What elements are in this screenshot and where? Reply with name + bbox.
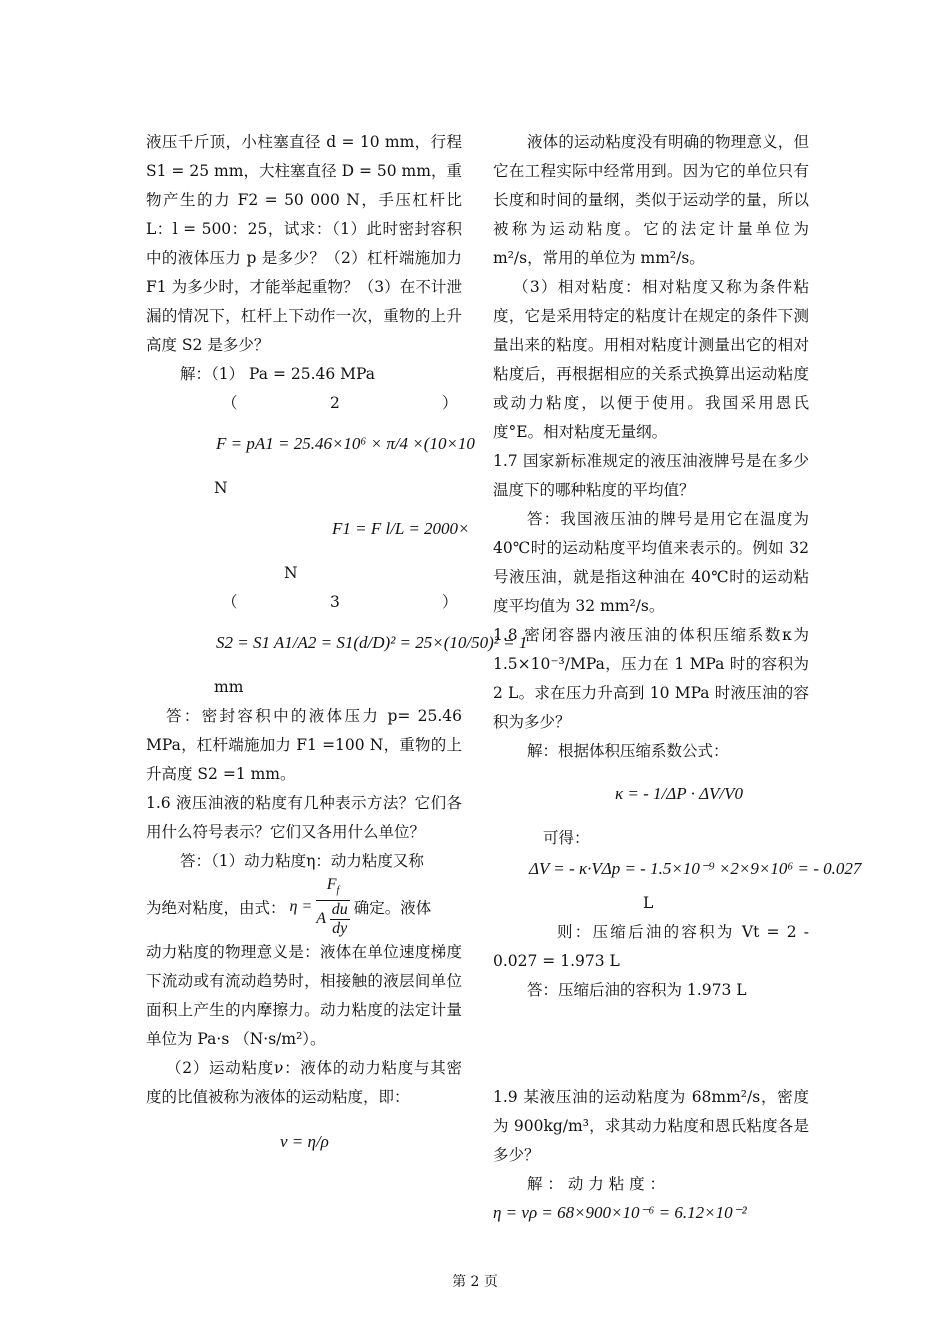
paren-line-2: （ 2 ） xyxy=(222,394,458,412)
answer-text: 答：密封容积中的液体压力 p= 25.46 MPa，杠杆端施加力 F1 =100 N，重物的上升高度 S2 =1 mm。 xyxy=(146,707,462,783)
kinematic-viscosity-text: 液体的运动粘度没有明确的物理意义，但它在工程实际中经常用到。因为它的单位只有长度和时间的量纲，类似于运动学的量，所以被称为运动粘度。它的法定计量单位为 m²/s，常用的单位为 mm²/s。 xyxy=(493,133,809,267)
question-1-9: 1.9 某液压油的运动粘度为 68mm²/s，密度为 900kg/m³，求其动力粘度和恩氏粘度各是多少？ xyxy=(493,1088,809,1164)
question-1-7: 1.7 国家新标准规定的液压油液牌号是在多少温度下的哪种粘度的平均值？ xyxy=(493,452,809,499)
unit-mm: mm xyxy=(214,678,244,696)
equation-eta-value: η = νρ = 68×900×10⁻⁶ = 6.12×10⁻² xyxy=(493,1203,747,1222)
equation-F1: F1 = F l/L = 2000× xyxy=(332,519,470,538)
equation-S2: S2 = S1 A1/A2 = S1(d/D)² = 25×(10/50)² = 1 xyxy=(216,633,528,652)
equation-F: F = pA1 = 25.46×10⁶ × π/4 ×(10×10 xyxy=(216,434,475,453)
question-1-8: 1.8 密闭容器内液压油的体积压缩系数κ为 1.5×10⁻³/MPa，压力在 1 MPa 时的容积为 2 L。求在压力升高到 10 MPa 时液压油的容积为多少？ xyxy=(493,626,809,731)
relative-viscosity-text: （3）相对粘度：相对粘度又称为条件粘度，它是采用特定的粘度计在规定的条件下测量出来的粘度。用相对粘度计测量出它的相对粘度后，再根据相应的关系式换算出运动粘度或动力粘度，以便于使用。我国采用恩氏度°E。相对粘度无量纲。 xyxy=(493,278,809,441)
formula-eta: η = $F_f$ A $\frac{du}{dy}$ xyxy=(289,875,348,938)
paren-line-3: （ 3 ） xyxy=(222,593,458,611)
problem-text: 液压千斤顶，小柱塞直径 d = 10 mm，行程 S1 = 25 mm，大柱塞直径 D = 50 mm，重物产生的力 F2 = 50 000 N，手压杠杆比 L：l = 500：25，试求：（1）此时密封容积中的液体压力 p 是多少？（2）杠杆端施加力 F1 为多少时，才能举起重物？（3）在不计泄漏的情况下，杠杆上下动作一次，重物的上升高度 S2 是多少？ xyxy=(146,133,462,354)
kede-text: 可得： xyxy=(543,829,590,847)
equation-kappa: κ = - 1/ΔP · ΔV/V0 xyxy=(615,784,744,803)
unit-L: L xyxy=(643,894,654,912)
equation-deltaV: ΔV = - κ·VΔp = - 1.5×10⁻⁹ ×2×9×10⁶ = - 0.027 xyxy=(529,859,862,878)
unit-N2: N xyxy=(284,564,298,582)
answer-1-8: 答：压缩后油的容积为 1.973 L xyxy=(527,981,747,999)
answer-1-6-c: 动力粘度的物理意义是：液体在单位速度梯度下流动或有流动趋势时，相接触的液层间单位面积上产生的内摩擦力。动力粘度的法定计量单位为 Pa·s （N·s/m²）。 xyxy=(146,943,462,1048)
left-column xyxy=(146,128,528,1170)
answer-1-6-formula-line: 为绝对粘度，由式： η = $F_f$ A $\frac{du}{dy}$ 确定。液体 xyxy=(146,875,432,938)
equation-nu: ν = η/ρ xyxy=(280,1132,329,1151)
answer-1-6-d: （2）运动粘度ν：液体的动力粘度与其密度的比值被称为液体的运动粘度，即： xyxy=(146,1059,462,1106)
solution-part1: 解：（1） Pa = 25.46 MPa xyxy=(180,365,375,383)
answer-1-6-a: 答：（1）动力粘度η：动力粘度又称 xyxy=(180,852,424,870)
question-1-6: 1.6 液压油液的粘度有几种表示方法？它们各用什么符号表示？它们又各用什么单位？ xyxy=(146,794,462,841)
solution-1-8: 解：根据体积压缩系数公式： xyxy=(527,742,729,760)
result-volume: 则：压缩后油的容积为 Vt = 2 - 0.027 = 1.973 L xyxy=(493,923,809,970)
answer-1-7: 答：我国液压油的牌号是用它在温度为 40℃时的运动粘度平均值来表示的。例如 32 号液压油，就是指这种油在 40℃时的运动粘度平均值为 32 mm²/s。 xyxy=(493,510,809,615)
unit-N1: N xyxy=(214,479,228,497)
solution-1-9: 解 ： 动 力 粘 度 ： xyxy=(527,1175,666,1193)
right-column xyxy=(493,128,862,1235)
page-footer: 第 2 页 xyxy=(452,1274,498,1290)
